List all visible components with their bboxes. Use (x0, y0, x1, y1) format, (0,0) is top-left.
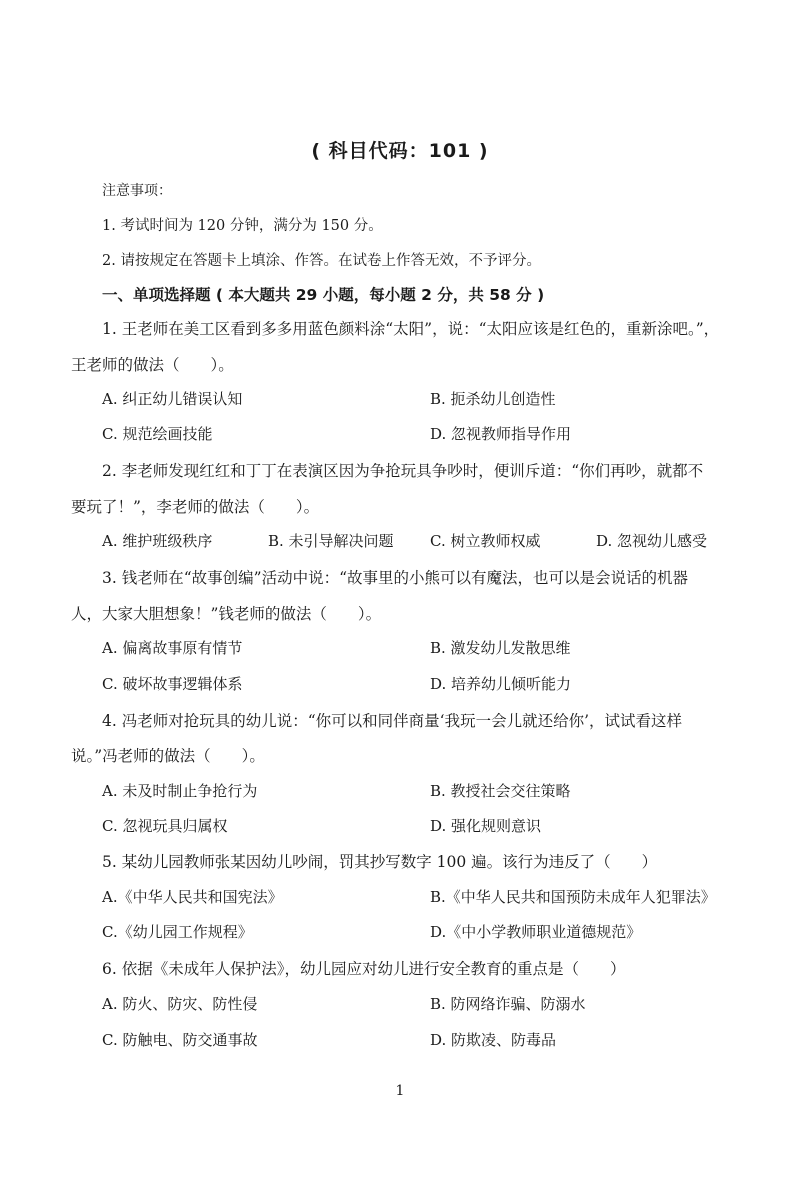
option-d: D. 强化规则意识 (430, 817, 542, 835)
option-c: C. 防触电、防交通事故 (102, 1031, 258, 1049)
option-c: C. 树立教师权威 (430, 532, 541, 550)
option-b: B. 教授社会交往策略 (430, 782, 571, 800)
option-a: A. 维护班级秩序 (102, 532, 213, 550)
question-stem: 6. 依据《未成年人保护法》，幼儿园应对幼儿进行安全教育的重点是（ ） (102, 960, 626, 978)
option-b: B.《中华人民共和国预防未成年人犯罪法》 (430, 888, 716, 906)
option-b: B. 未引导解决问题 (268, 532, 394, 550)
question-stem: 4. 冯老师对抢玩具的幼儿说：“你可以和同伴商量‘我玩一会儿就还给你’，试试看这样 (102, 712, 682, 730)
question-stem-cont: 说。”冯老师的做法（ ）。 (71, 747, 265, 765)
question-stem: 1. 王老师在美工区看到多多用蓝色颜料涂“太阳”，说：“太阳应该是红色的，重新涂吧。”， (102, 320, 720, 338)
page-number: 1 (395, 1083, 405, 1099)
option-c: C. 规范绘画技能 (102, 425, 213, 443)
option-d: D. 培养幼儿倾听能力 (430, 675, 572, 693)
option-a: A. 防火、防灾、防性侵 (102, 995, 258, 1013)
option-d: D. 忽视教师指导作用 (430, 425, 572, 443)
subject-code-title: ( 科目代码：101 ) (311, 140, 489, 162)
question-stem-cont: 人，大家大胆想象！”钱老师的做法（ ）。 (71, 605, 382, 623)
question-stem: 5. 某幼儿园教师张某因幼儿吵闹，罚其抄写数字 100 遍。该行为违反了（ ） (102, 853, 658, 871)
notice-item: 1. 考试时间为 120 分钟，满分为 150 分。 (102, 218, 383, 234)
option-c: C. 忽视玩具归属权 (102, 817, 228, 835)
option-d: D. 忽视幼儿感受 (596, 532, 708, 550)
option-c: C.《幼儿园工作规程》 (102, 923, 253, 941)
notice-item: 2. 请按规定在答题卡上填涂、作答。在试卷上作答无效，不予评分。 (102, 253, 541, 269)
option-d: D. 防欺凌、防毒品 (430, 1031, 557, 1049)
option-b: B. 扼杀幼儿创造性 (430, 390, 556, 408)
question-stem-cont: 王老师的做法（ ）。 (71, 356, 234, 374)
notice-heading: 注意事项： (102, 183, 172, 199)
section-heading: 一、单项选择题 ( 本大题共 29 小题，每小题 2 分，共 58 分 ) (102, 286, 545, 304)
question-stem-cont: 要玩了！”，李老师的做法（ ）。 (71, 498, 320, 516)
question-stem: 3. 钱老师在“故事创编”活动中说：“故事里的小熊可以有魔法，也可以是会说话的机器 (102, 569, 688, 587)
option-a: A.《中华人民共和国宪法》 (102, 888, 283, 906)
question-stem: 2. 李老师发现红红和丁丁在表演区因为争抢玩具争吵时，便训斥道：“你们再吵，就都不 (102, 462, 704, 480)
option-a: A. 偏离故事原有情节 (102, 639, 243, 657)
option-a: A. 未及时制止争抢行为 (102, 782, 258, 800)
option-b: B. 防网络诈骗、防溺水 (430, 995, 586, 1013)
option-b: B. 激发幼儿发散思维 (430, 639, 571, 657)
option-a: A. 纠正幼儿错误认知 (102, 390, 243, 408)
option-d: D.《中小学教师职业道德规范》 (430, 923, 642, 941)
option-c: C. 破坏故事逻辑体系 (102, 675, 243, 693)
